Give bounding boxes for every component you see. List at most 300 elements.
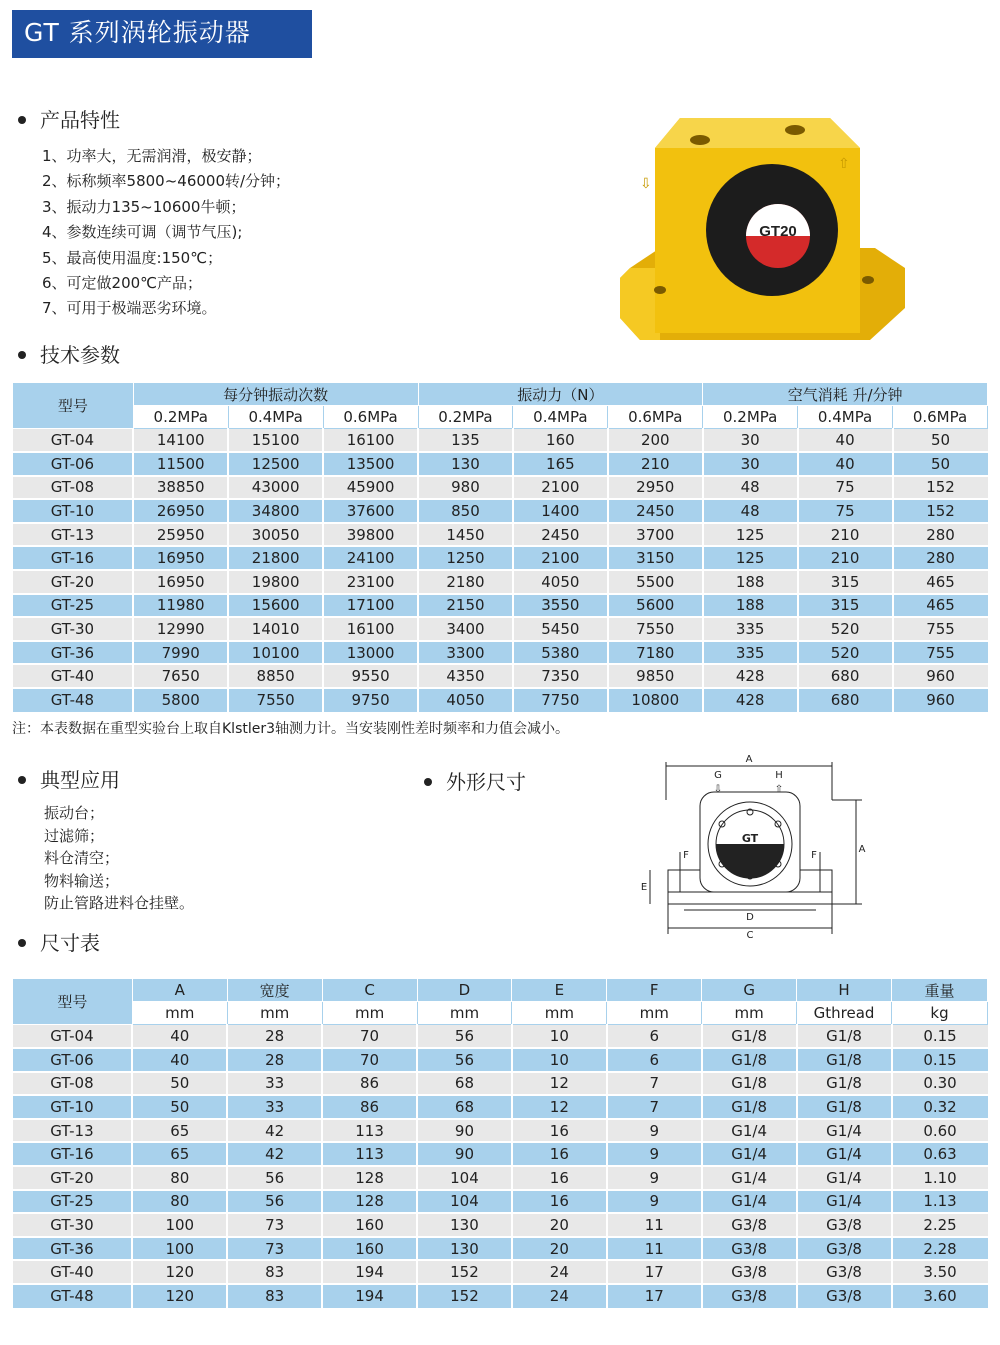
group-header-force: 振动力（N）	[418, 383, 703, 406]
value-cell: 7	[607, 1095, 702, 1119]
value-cell: 7180	[608, 641, 703, 665]
value-cell: 11500	[133, 452, 228, 476]
value-cell: 315	[798, 594, 893, 618]
value-cell: 15100	[228, 429, 323, 453]
page-title: GT 系列涡轮振动器	[12, 10, 308, 56]
value-cell: 315	[798, 570, 893, 594]
value-cell: 2450	[608, 499, 703, 523]
bullet-icon	[18, 116, 26, 124]
arrow-down-icon: ⇩	[713, 784, 723, 795]
list-item: 料仓清空；	[44, 849, 120, 868]
value-cell: 19800	[228, 570, 323, 594]
dims-table	[12, 978, 988, 1308]
value-cell: 280	[893, 523, 988, 547]
model-cell: GT-16	[13, 1142, 133, 1166]
value-cell: 15600	[228, 594, 323, 618]
value-cell: 210	[798, 546, 893, 570]
model-cell: GT-13	[13, 523, 134, 547]
value-cell: 50	[132, 1072, 227, 1096]
model-cell: GT-04	[13, 429, 134, 453]
value-cell: 86	[322, 1095, 417, 1119]
dim-header: C	[322, 979, 417, 1002]
value-cell: 113	[322, 1142, 417, 1166]
value-cell: G3/8	[702, 1260, 797, 1284]
value-cell: 120	[132, 1284, 227, 1308]
table-row	[13, 523, 988, 547]
value-cell: G1/8	[702, 1025, 797, 1049]
value-cell: 428	[703, 688, 798, 712]
outline-heading	[424, 766, 526, 795]
pressure-header: 0.4MPa	[228, 406, 323, 429]
list-item: 过滤筛；	[44, 826, 105, 845]
value-cell: 38850	[133, 476, 228, 500]
product-image	[620, 118, 910, 344]
list-item: 6、可定做200℃产品；	[42, 274, 203, 293]
value-cell: G1/4	[797, 1166, 892, 1190]
value-cell: 3700	[608, 523, 703, 547]
table-row	[13, 688, 988, 712]
value-cell: 2.28	[892, 1237, 988, 1261]
value-cell: 3150	[608, 546, 703, 570]
unit-header: mm	[607, 1002, 702, 1025]
table-row	[13, 1237, 988, 1261]
pressure-header: 0.6MPa	[323, 406, 418, 429]
value-cell: 100	[132, 1213, 227, 1237]
value-cell: 7	[607, 1072, 702, 1096]
dim-header: E	[512, 979, 607, 1002]
value-cell: 16	[512, 1119, 607, 1143]
value-cell: 200	[608, 429, 703, 453]
value-cell: 428	[703, 664, 798, 688]
value-cell: 68	[417, 1095, 512, 1119]
model-cell: GT-06	[13, 1048, 133, 1072]
value-cell: 21800	[228, 546, 323, 570]
value-cell: 75	[798, 499, 893, 523]
model-cell: GT-40	[13, 664, 134, 688]
applications-heading-text: 典型应用	[40, 768, 120, 792]
value-cell: 2100	[513, 476, 608, 500]
value-cell: 50	[132, 1095, 227, 1119]
value-cell: 16	[512, 1190, 607, 1214]
value-cell: 30050	[228, 523, 323, 547]
value-cell: 1.10	[892, 1166, 988, 1190]
table-note: 注：本表数据在重型实验台上取自Klstler3轴测力计。当安装刚性差时频率和力值会减小。	[12, 721, 570, 737]
value-cell: 1.13	[892, 1190, 988, 1214]
value-cell: 37600	[323, 499, 418, 523]
value-cell: 0.60	[892, 1119, 988, 1143]
value-cell: 135	[418, 429, 513, 453]
table-row	[13, 1142, 988, 1166]
value-cell: 17	[607, 1284, 702, 1308]
table-row	[13, 1048, 988, 1072]
value-cell: 13000	[323, 641, 418, 665]
value-cell: 20	[512, 1213, 607, 1237]
dim-header: 宽度	[227, 979, 322, 1002]
value-cell: 104	[417, 1166, 512, 1190]
value-cell: 14100	[133, 429, 228, 453]
model-cell: GT-04	[13, 1025, 133, 1049]
value-cell: 152	[417, 1260, 512, 1284]
label-c: C	[746, 930, 754, 938]
title-accent	[308, 10, 312, 56]
tech-table-body	[13, 429, 988, 712]
value-cell: 194	[322, 1284, 417, 1308]
model-cell: GT-48	[13, 688, 134, 712]
model-cell: GT-36	[13, 1237, 133, 1261]
base-outline	[668, 892, 832, 904]
value-cell: 152	[893, 476, 988, 500]
value-cell: 100	[132, 1237, 227, 1261]
table-row	[13, 1213, 988, 1237]
value-cell: 335	[703, 641, 798, 665]
list-item: 物料输送；	[44, 871, 120, 890]
dims-heading-text: 尺寸表	[40, 931, 100, 955]
table-row	[13, 476, 988, 500]
base-hole-left	[654, 286, 666, 294]
value-cell: 1400	[513, 499, 608, 523]
value-cell: 0.32	[892, 1095, 988, 1119]
value-cell: G3/8	[797, 1284, 892, 1308]
bullet-icon	[18, 939, 26, 947]
table-row	[13, 1095, 988, 1119]
value-cell: G1/8	[797, 1095, 892, 1119]
value-cell: 40	[132, 1025, 227, 1049]
value-cell: G1/4	[702, 1142, 797, 1166]
model-cell: GT-48	[13, 1284, 133, 1308]
value-cell: 48	[703, 476, 798, 500]
model-cell: GT-08	[13, 476, 134, 500]
value-cell: 33	[227, 1072, 322, 1096]
value-cell: G1/8	[702, 1095, 797, 1119]
value-cell: 152	[417, 1284, 512, 1308]
bullet-icon	[18, 351, 26, 359]
list-item: 5、最高使用温度:150℃；	[42, 248, 223, 267]
value-cell: 120	[132, 1260, 227, 1284]
value-cell: 125	[703, 546, 798, 570]
value-cell: 160	[322, 1213, 417, 1237]
label-a-side: A	[858, 844, 866, 855]
base-left-face	[620, 268, 660, 340]
table-row	[13, 1119, 988, 1143]
value-cell: 3.60	[892, 1284, 988, 1308]
bullet-icon	[424, 778, 432, 786]
value-cell: 7550	[608, 617, 703, 641]
dim-header: 重量	[892, 979, 988, 1002]
value-cell: 9750	[323, 688, 418, 712]
value-cell: 165	[513, 452, 608, 476]
arrow-up-icon: ⇧	[774, 784, 784, 795]
pressure-header: 0.2MPa	[703, 406, 798, 429]
value-cell: 30	[703, 452, 798, 476]
model-cell: GT-36	[13, 641, 134, 665]
value-cell: 130	[417, 1213, 512, 1237]
value-cell: G3/8	[702, 1284, 797, 1308]
table-row	[13, 452, 988, 476]
list-item: 4、参数连续可调（调节气压);	[42, 223, 243, 242]
applications-heading	[18, 764, 120, 793]
list-item: 7、可用于极端恶劣环境。	[42, 299, 217, 318]
value-cell: 12500	[228, 452, 323, 476]
value-cell: 16100	[323, 429, 418, 453]
value-cell: 680	[798, 664, 893, 688]
value-cell: 17	[607, 1260, 702, 1284]
value-cell: 3300	[418, 641, 513, 665]
value-cell: 520	[798, 641, 893, 665]
value-cell: 113	[322, 1119, 417, 1143]
table-row	[13, 570, 988, 594]
value-cell: 90	[417, 1119, 512, 1143]
value-cell: 56	[227, 1190, 322, 1214]
value-cell: G1/4	[797, 1190, 892, 1214]
label-f-left: F	[683, 850, 689, 861]
model-cell: GT-06	[13, 452, 134, 476]
value-cell: 23100	[323, 570, 418, 594]
value-cell: 9	[607, 1142, 702, 1166]
value-cell: G3/8	[702, 1213, 797, 1237]
value-cell: 188	[703, 570, 798, 594]
value-cell: G1/8	[797, 1025, 892, 1049]
value-cell: 125	[703, 523, 798, 547]
value-cell: 33	[227, 1095, 322, 1119]
value-cell: 210	[798, 523, 893, 547]
value-cell: G1/4	[702, 1166, 797, 1190]
dim-header: A	[132, 979, 227, 1002]
unit-header: mm	[702, 1002, 797, 1025]
value-cell: 960	[893, 664, 988, 688]
value-cell: G1/4	[702, 1119, 797, 1143]
table-row	[13, 1260, 988, 1284]
value-cell: 128	[322, 1190, 417, 1214]
value-cell: 86	[322, 1072, 417, 1096]
value-cell: 4050	[513, 570, 608, 594]
value-cell: 11	[607, 1237, 702, 1261]
model-cell: GT-13	[13, 1119, 133, 1143]
dim-header: F	[607, 979, 702, 1002]
value-cell: 10100	[228, 641, 323, 665]
table-row	[13, 1166, 988, 1190]
model-cell: GT-30	[13, 617, 134, 641]
title-underline	[12, 56, 312, 58]
table-row	[13, 1072, 988, 1096]
value-cell: 7990	[133, 641, 228, 665]
value-cell: 755	[893, 641, 988, 665]
value-cell: 0.63	[892, 1142, 988, 1166]
value-cell: 2950	[608, 476, 703, 500]
value-cell: G3/8	[797, 1237, 892, 1261]
bullet-icon	[18, 776, 26, 784]
value-cell: 465	[893, 570, 988, 594]
table-row	[13, 546, 988, 570]
value-cell: 50	[893, 452, 988, 476]
value-cell: 40	[798, 452, 893, 476]
value-cell: 10	[512, 1048, 607, 1072]
value-cell: 12	[512, 1095, 607, 1119]
value-cell: 850	[418, 499, 513, 523]
value-cell: 16950	[133, 570, 228, 594]
tech-table	[12, 382, 988, 712]
table-row	[13, 641, 988, 665]
value-cell: 130	[417, 1237, 512, 1261]
dim-header: G	[702, 979, 797, 1002]
value-cell: 26950	[133, 499, 228, 523]
value-cell: 5600	[608, 594, 703, 618]
model-cell: GT-10	[13, 499, 134, 523]
value-cell: 40	[132, 1048, 227, 1072]
value-cell: 980	[418, 476, 513, 500]
model-cell: GT-20	[13, 1166, 133, 1190]
value-cell: 9	[607, 1119, 702, 1143]
value-cell: 280	[893, 546, 988, 570]
badge-label: GT20	[759, 223, 797, 240]
model-header: 型号	[13, 383, 134, 429]
value-cell: G3/8	[797, 1213, 892, 1237]
value-cell: G1/8	[702, 1048, 797, 1072]
list-item: 2、标称频率5800~46000转/分钟；	[42, 172, 291, 191]
value-cell: 28	[227, 1025, 322, 1049]
value-cell: 24	[512, 1260, 607, 1284]
outline-heading-text: 外形尺寸	[446, 770, 526, 794]
value-cell: G1/8	[702, 1072, 797, 1096]
pressure-header: 0.2MPa	[133, 406, 228, 429]
value-cell: 75	[798, 476, 893, 500]
value-cell: 13500	[323, 452, 418, 476]
value-cell: 160	[513, 429, 608, 453]
table-row	[13, 617, 988, 641]
value-cell: 2.25	[892, 1213, 988, 1237]
value-cell: 16100	[323, 617, 418, 641]
value-cell: 14010	[228, 617, 323, 641]
value-cell: 20	[512, 1237, 607, 1261]
value-cell: 9	[607, 1166, 702, 1190]
unit-header: mm	[132, 1002, 227, 1025]
model-cell: GT-25	[13, 1190, 133, 1214]
model-cell: GT-40	[13, 1260, 133, 1284]
features-heading	[18, 104, 120, 133]
pressure-header: 0.4MPa	[513, 406, 608, 429]
value-cell: 16	[512, 1142, 607, 1166]
dim-header: D	[417, 979, 512, 1002]
value-cell: 5380	[513, 641, 608, 665]
value-cell: 83	[227, 1260, 322, 1284]
value-cell: 28	[227, 1048, 322, 1072]
value-cell: 10800	[608, 688, 703, 712]
value-cell: 130	[418, 452, 513, 476]
value-cell: 960	[893, 688, 988, 712]
dims-heading	[18, 927, 100, 956]
value-cell: 6	[607, 1025, 702, 1049]
value-cell: 40	[798, 429, 893, 453]
unit-header: kg	[892, 1002, 988, 1025]
label-d: D	[746, 912, 754, 923]
value-cell: 0.15	[892, 1048, 988, 1072]
pressure-header: 0.4MPa	[798, 406, 893, 429]
value-cell: 680	[798, 688, 893, 712]
value-cell: 70	[322, 1048, 417, 1072]
label-f-right: F	[811, 850, 817, 861]
value-cell: 5800	[133, 688, 228, 712]
value-cell: 465	[893, 594, 988, 618]
value-cell: 160	[322, 1237, 417, 1261]
value-cell: 7550	[228, 688, 323, 712]
value-cell: 17100	[323, 594, 418, 618]
value-cell: 0.30	[892, 1072, 988, 1096]
top-hole-right	[785, 125, 805, 135]
dim-header: H	[797, 979, 892, 1002]
value-cell: 8850	[228, 664, 323, 688]
value-cell: 73	[227, 1213, 322, 1237]
tech-heading-text: 技术参数	[40, 343, 120, 367]
value-cell: 68	[417, 1072, 512, 1096]
value-cell: 83	[227, 1284, 322, 1308]
model-cell: GT-16	[13, 546, 134, 570]
label-e: E	[640, 882, 648, 893]
model-cell: GT-25	[13, 594, 134, 618]
value-cell: 194	[322, 1260, 417, 1284]
list-item: 1、功率大，无需润滑，极安静；	[42, 147, 262, 165]
unit-header: mm	[417, 1002, 512, 1025]
unit-header: mm	[512, 1002, 607, 1025]
value-cell: 42	[227, 1142, 322, 1166]
value-cell: 335	[703, 617, 798, 641]
value-cell: 56	[417, 1025, 512, 1049]
value-cell: 2100	[513, 546, 608, 570]
value-cell: 4350	[418, 664, 513, 688]
value-cell: 10	[512, 1025, 607, 1049]
dimension-drawing	[636, 752, 866, 938]
model-cell: GT-08	[13, 1072, 133, 1096]
dims-table-body	[13, 1025, 988, 1308]
value-cell: 1250	[418, 546, 513, 570]
value-cell: 65	[132, 1119, 227, 1143]
value-cell: 9850	[608, 664, 703, 688]
value-cell: 12990	[133, 617, 228, 641]
value-cell: 7350	[513, 664, 608, 688]
value-cell: 3550	[513, 594, 608, 618]
housing-top	[655, 118, 860, 148]
value-cell: 56	[417, 1048, 512, 1072]
list-item: 防止管路进料仓挂壁。	[44, 894, 195, 913]
value-cell: 2180	[418, 570, 513, 594]
value-cell: 104	[417, 1190, 512, 1214]
table-row	[13, 1190, 988, 1214]
value-cell: 73	[227, 1237, 322, 1261]
value-cell: G1/4	[702, 1190, 797, 1214]
value-cell: 755	[893, 617, 988, 641]
feature-list	[42, 144, 290, 322]
table-row	[13, 499, 988, 523]
value-cell: 9550	[323, 664, 418, 688]
value-cell: 6	[607, 1048, 702, 1072]
value-cell: 24100	[323, 546, 418, 570]
model-header: 型号	[13, 979, 133, 1025]
features-heading-text: 产品特性	[40, 108, 120, 132]
top-hole-left	[690, 135, 710, 145]
value-cell: 80	[132, 1166, 227, 1190]
label-h: H	[775, 770, 783, 781]
value-cell: 9	[607, 1190, 702, 1214]
value-cell: 50	[893, 429, 988, 453]
model-cell: GT-30	[13, 1213, 133, 1237]
group-header-air: 空气消耗 升/分钟	[703, 383, 988, 406]
unit-header: mm	[227, 1002, 322, 1025]
arrow-up-icon: ⇧	[838, 156, 850, 172]
table-row	[13, 1025, 988, 1049]
list-item: 3、振动力135~10600牛顿；	[42, 197, 246, 216]
value-cell: 80	[132, 1190, 227, 1214]
value-cell: G3/8	[797, 1260, 892, 1284]
pressure-header: 0.6MPa	[608, 406, 703, 429]
base-hole-right	[862, 276, 874, 284]
